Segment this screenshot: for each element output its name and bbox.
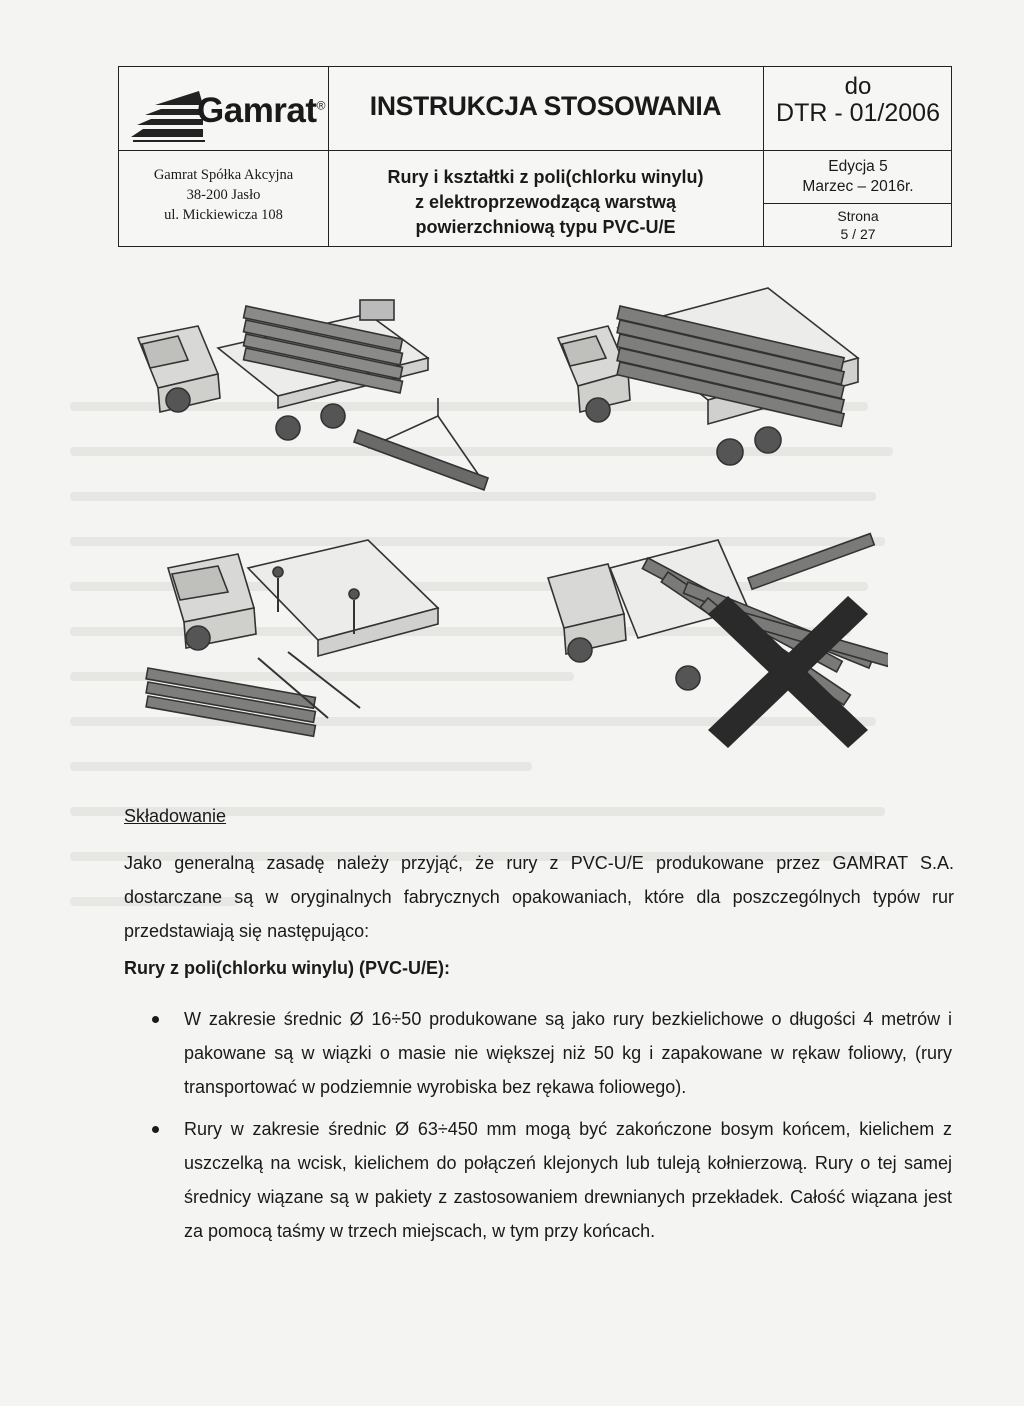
bullet-icon (152, 1016, 159, 1023)
prohibited-cross-icon (708, 596, 868, 748)
edition-info: Edycja 5 Marzec – 2016r. (802, 158, 914, 195)
truck-unloading-ramps-bottom-left (146, 540, 438, 736)
intro-paragraph: Jako generalną zasadę należy przyjąć, że rury z PVC-U/E produkowane przez GAMRAT S.A. dostarczane są w oryginalnych fabrycznych opakowaniach, które dla poszczególnych typów rur przedstawiają się następująco: (124, 853, 954, 941)
logo-text: Gamrat® (197, 91, 325, 130)
do-label: do (844, 73, 872, 100)
company-address: Gamrat Spółka Akcyjna 38-200 Jasło ul. Mickiewicza 108 (153, 167, 294, 223)
subheading: Rury z poli(chlorku winylu) (PVC-U/E): (124, 958, 451, 978)
list-item: Rury w zakresie średnic Ø 63÷450 mm mogą być zakończone bosym końcem, kielichem z uszczelką na wcisk, kielichem do połączeń klejonych lub tuleją kołnierzową. Rury o tej samej średnicy wiązane są w pakiety z zastosowaniem drewnianych przekładek. Całość wiązana jest za pomocą taśmy w trzech miejscach, w tym przy końcach. (140, 1112, 952, 1248)
section-title: Składowanie (124, 806, 227, 826)
document-subtitle: Rury i kształtki z poli(chlorku winylu) z elektroprzewodzącą warstwą powierzchniową typu PVC-U/E (387, 167, 704, 237)
truck-with-bundle-top-left (138, 300, 488, 490)
page-number: Strona 5 / 27 (837, 208, 879, 242)
truck-loaded-top-right (558, 288, 858, 465)
bullet-icon (152, 1126, 159, 1133)
bullet-list (140, 1002, 952, 1256)
header-table (118, 66, 952, 247)
document-title: INSTRUKCJA STOSOWANIA (369, 91, 722, 121)
dtr-number: DTR - 01/2006 (776, 99, 940, 127)
truck-loading-illustration (128, 278, 888, 766)
list-item: W zakresie średnic Ø 16÷50 produkowane są jako rury bezkielichowe o długości 4 metrów i pakowane są w wiązki o masie nie większej niż 50 kg i zapakowane w rękaw foliowy, (rury transportować w podziemnie wyrobiska bez rękawa foliowego). (140, 1002, 952, 1104)
